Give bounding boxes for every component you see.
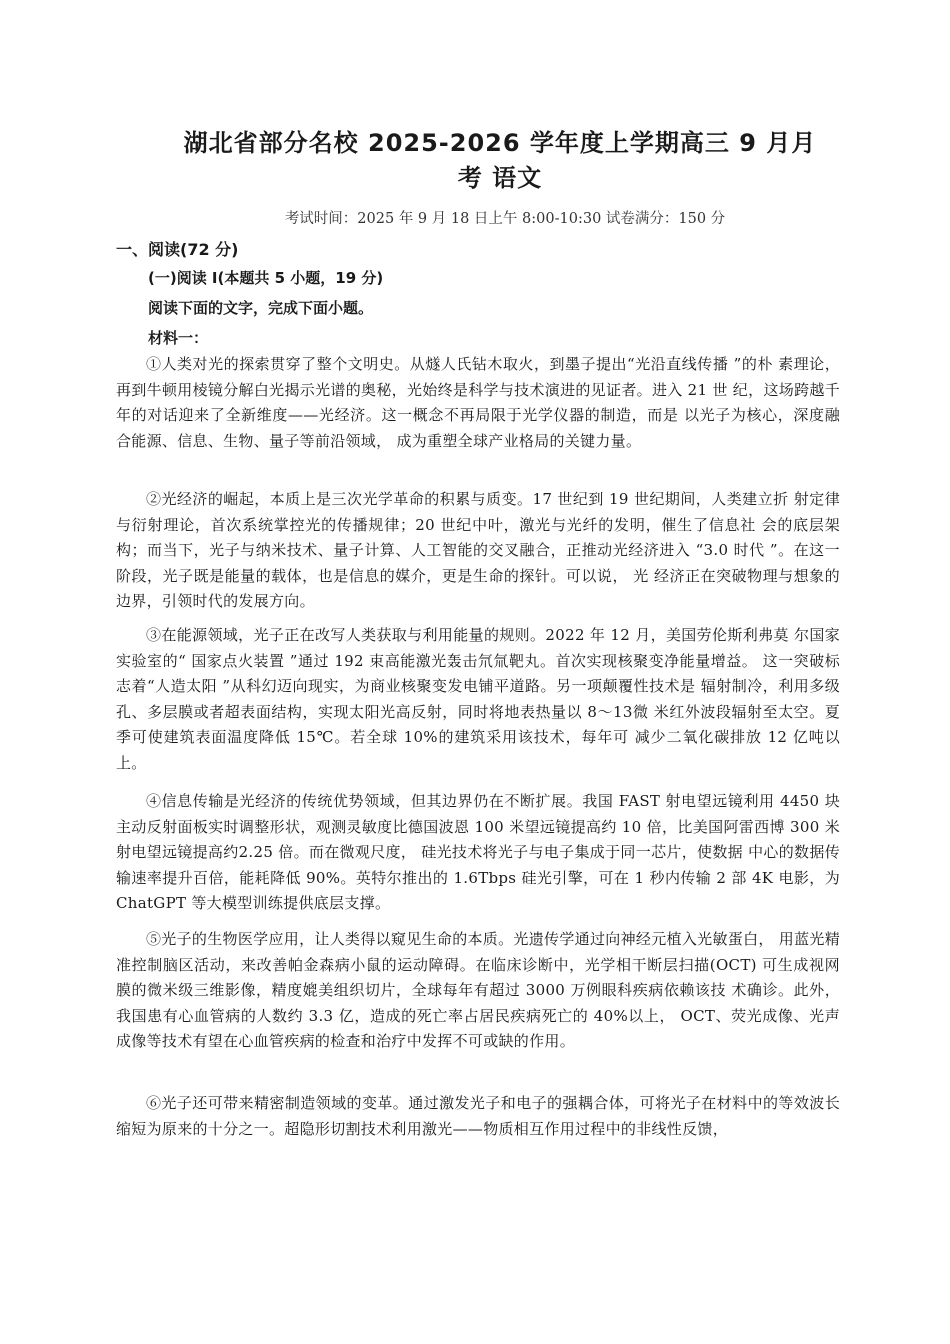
paragraph-5: ⑤光子的生物医学应用，让人类得以窥见生命的本质。光遗传学通过向神经元植入光敏蛋白， 用蓝光精准控制脑区活动，来改善帕金森病小鼠的运动障碍。在临床诊断中，光学相干断层扫描(OCT) 可生成视网膜的微米级三维影像，精度媲美组织切片，全球每年有超过 3000 万例眼科疾病依赖该技 术确诊。此外，我国患有心血管病的人数约 3.3 亿，造成的死亡率占居民疾病死亡的 40%以上， OCT、荧光成像、光声成像等技术有望在心血管疾病的检查和治疗中发挥不可或缺的作用。 — [116, 930, 840, 1050]
exam-title-line1: 湖北省部分名校 2025-2026 学年度上学期高三 9 月月 — [183, 129, 817, 157]
exam-info: 考试时间：2025 年 9 月 18 日上午 8:00-10:30 试卷满分：150 分 — [284, 211, 726, 227]
section-heading: 一、阅读(72 分) — [116, 240, 239, 259]
reading-instruction: 阅读下面的文字，完成下面小题。 — [148, 299, 374, 317]
paragraph-4: ④信息传输是光经济的传统优势领域，但其边界仍在不断扩展。我国 FAST 射电望远镜利用 4450 块主动反射面板实时调整形状，观测灵敏度比德国波恩 100 米望远镜提高约 10 倍，比美国阿雷西博 300 米射电望远镜提高约2.25 倍。而在微观尺度， 硅光技术将光子与电子集成于同一芯片，使数据 中心的数据传输速率提升百倍，能耗降低 90%。英特尔推出的 1.6Tbps 硅光引擎，可在 1 秒内传输 2 部 4K 电影，为 ChatGPT 等大模型训练提供底层支撑。 — [116, 792, 840, 912]
material-label: 材料一： — [148, 329, 209, 347]
exam-title-line2: 考 语文 — [457, 164, 543, 192]
paragraph-2: ②光经济的崛起，本质上是三次光学革命的积累与质变。17 世纪到 19 世纪期间，人类建立折 射定律与衍射理论，首次系统掌控光的传播规律；20 世纪中叶，激光与光纤的发明，催生了信息社 会的底层架构；而当下，光子与纳米技术、量子计算、人工智能的交叉融合，正推动光经济进入 “3.0 时代 ”。在这一阶段，光子既是能量的载体，也是信息的媒介，更是生命的探针。可以说， 光 经济正在突破物理与想象的边界，引领时代的发展方向。 — [116, 490, 840, 610]
subsection-heading: (一)阅读 I(本题共 5 小题，19 分) — [148, 269, 384, 287]
paragraph-1: ①人类对光的探索贯穿了整个文明史。从燧人氏钻木取火，到墨子提出“光沿直线传播 ”的朴 素理论，再到牛顿用棱镜分解白光揭示光谱的奥秘，光始终是科学与技术演进的见证者。进入 21 世 纪，这场跨越千年的对话迎来了全新维度——光经济。这一概念不再局限于光学仪器的制造，而是 以光子为核心，深度融合能源、信息、生物、量子等前沿领域， 成为重塑全球产业格局的关键力量。 — [116, 355, 840, 450]
paragraph-3: ③在能源领域，光子正在改写人类获取与利用能量的规则。2022 年 12 月，美国劳伦斯利弗莫 尔国家实验室的“ 国家点火装置 ”通过 192 束高能激光轰击氘氚靶丸。首次实现核聚变净能量增益。 这一突破标志着“人造太阳 ”从科幻迈向现实，为商业核聚变发电铺平道路。另一项颠覆性技术是 辐射制冷，利用多级孔、多层膜或者超表面结构，实现太阳光高反射，同时将地表热量以 8～13微 米红外波段辐射至太空。夏季可使建筑表面温度降低 15℃。若全球 10%的建筑采用该技术，每年可 减少二氧化碳排放 12 亿吨以上。 — [116, 626, 840, 772]
paragraph-6: ⑥光子还可带来精密制造领域的变革。通过激发光子和电子的强耦合体，可将光子在材料中的等效波长缩短为原来的十分之一。超隐形切割技术利用激光——物质相互作用过程中的非线性反馈， — [116, 1094, 840, 1138]
